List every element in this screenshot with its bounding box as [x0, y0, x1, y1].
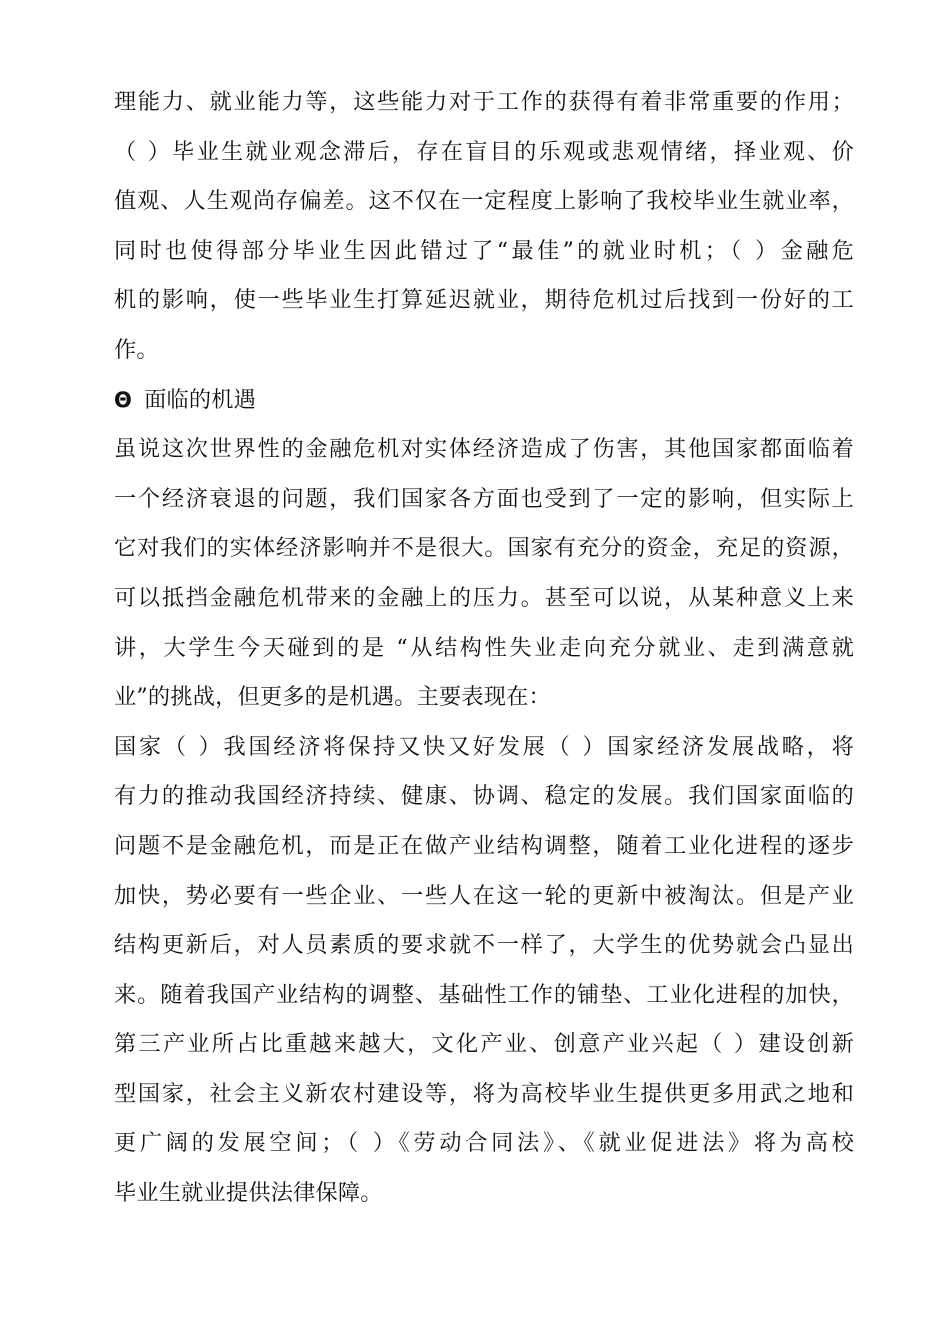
- text-line: 结构更新后，对人员素质的要求就不一样了，大学生的优势就会凸显出: [114, 932, 854, 959]
- paragraph-opportunities-intro: [114, 425, 854, 723]
- text-line: 国家（ ）我国经济将保持又快又好发展（ ）国家经济发展战略，将: [114, 733, 854, 760]
- paragraph-national-development: [114, 723, 854, 1219]
- text-line: 作。: [114, 336, 159, 363]
- text-line: 虽说这次世界性的金融危机对实体经济造成了伤害，其他国家都面临着: [114, 436, 854, 463]
- text-line: 业”的挑战，但更多的是机遇。主要表现在：: [114, 684, 551, 711]
- text-line: 可以抵挡金融危机带来的金融上的压力。甚至可以说，从某种意义上来: [114, 584, 854, 611]
- text-line: 有力的推动我国经济持续、健康、协调、稳定的发展。我们国家面临的: [114, 783, 854, 810]
- text-line: 机的影响，使一些毕业生打算延迟就业，期待危机过后找到一份好的工: [114, 287, 854, 314]
- text-line: 同时也使得部分毕业生因此错过了“最佳”的就业时机；（ ）金融危: [114, 237, 854, 264]
- text-line: 来。随着我国产业结构的调整、基础性工作的铺垫、工业化进程的加快，: [114, 981, 854, 1008]
- text-line: 第三产业所占比重越来越大，文化产业、创意产业兴起（ ）建设创新: [114, 1031, 854, 1058]
- text-line: 一个经济衰退的问题，我们国家各方面也受到了一定的影响，但实际上: [114, 485, 854, 512]
- text-line: 讲，大学生今天碰到的是 “从结构性失业走向充分就业、走到满意就: [114, 634, 854, 661]
- text-line: 问题不是金融危机，而是正在做产业结构调整，随着工业化进程的逐步: [114, 832, 854, 859]
- text-line: 它对我们的实体经济影响并不是很大。国家有充分的资金，充足的资源，: [114, 535, 854, 562]
- paragraph-employment-issues: [114, 78, 854, 376]
- text-line: 值观、人生观尚存偏差。这不仅在一定程度上影响了我校毕业生就业率，: [114, 188, 854, 215]
- text-line: 毕业生就业提供法律保障。: [114, 1180, 383, 1207]
- text-line: 理能力、就业能力等，这些能力对于工作的获得有着非常重要的作用；: [114, 89, 854, 115]
- section-heading-text: 面临的机遇: [144, 386, 256, 413]
- text-line: 更广阔的发展空间；（ ）《劳动合同法》、《就业促进法》将为高校: [114, 1130, 854, 1157]
- text-line: （ ）毕业生就业观念滞后，存在盲目的乐观或悲观情绪，择业观、价: [114, 138, 854, 165]
- theta-bullet-icon: Θ: [114, 387, 133, 412]
- document-page: [114, 78, 854, 1219]
- text-line: 型国家，社会主义新农村建设等，将为高校毕业生提供更多用武之地和: [114, 1080, 854, 1107]
- text-line: 加快，势必要有一些企业、一些人在这一轮的更新中被淘汰。但是产业: [114, 882, 854, 909]
- section-heading: [114, 376, 854, 426]
